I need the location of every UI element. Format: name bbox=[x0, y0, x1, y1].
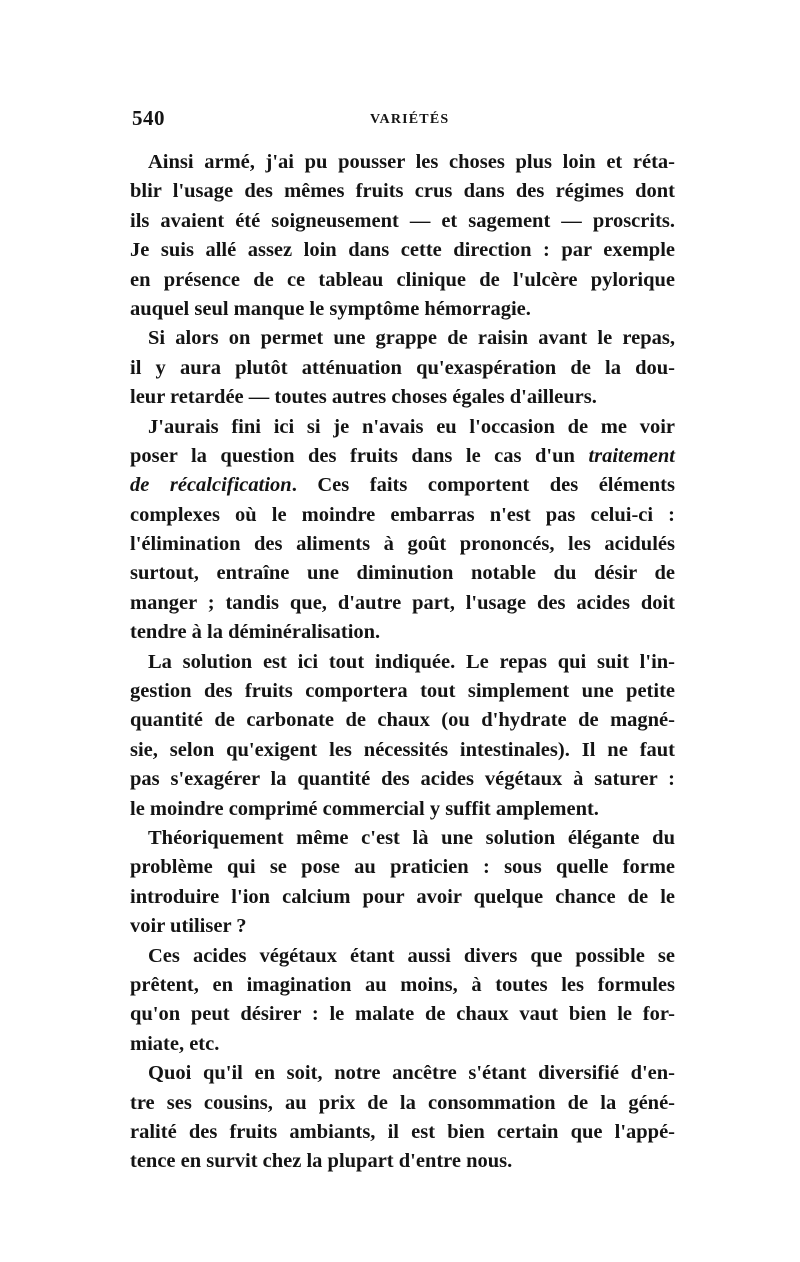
text-run: tre ses cousins, au prix de la consommation de la géné- bbox=[130, 1091, 675, 1114]
text-line bbox=[130, 853, 675, 882]
text-line bbox=[130, 736, 675, 765]
text-line bbox=[130, 765, 675, 794]
text-run: il y aura plutôt atténuation qu'exaspération de la dou- bbox=[130, 356, 675, 379]
text-run: le moindre comprimé commercial y suffit amplement. bbox=[130, 797, 599, 820]
text-line bbox=[130, 618, 675, 647]
text-line bbox=[130, 413, 675, 442]
text-run: Ainsi armé, j'ai pu pousser les choses plus loin et réta- bbox=[148, 151, 675, 173]
text-run: l'élimination des aliments à goût prononcés, les acidulés bbox=[130, 533, 675, 556]
text-run: introduire l'ion calcium pour avoir quelque chance de le bbox=[130, 885, 675, 908]
text-line bbox=[130, 530, 675, 559]
text-line bbox=[130, 501, 675, 530]
text-line bbox=[130, 824, 675, 853]
text-run: pas s'exagérer la quantité des acides végétaux à saturer : bbox=[130, 768, 675, 791]
text-line bbox=[130, 1000, 675, 1029]
text-run: . Ces faits comportent des éléments bbox=[291, 474, 675, 497]
text-run: tence en survit chez la plupart d'entre nous. bbox=[130, 1150, 513, 1173]
text-run: ils avaient été soigneusement — et sagement — proscrits. bbox=[130, 209, 675, 232]
text-line bbox=[130, 648, 675, 677]
text-line bbox=[130, 295, 675, 324]
text-run: prêtent, en imagination au moins, à toutes les formules bbox=[130, 973, 675, 996]
page-header bbox=[132, 106, 672, 136]
text-run: voir utiliser ? bbox=[130, 915, 247, 938]
text-line bbox=[130, 1030, 675, 1059]
text-run: Quoi qu'il en soit, notre ancêtre s'étant diversifié d'en- bbox=[148, 1062, 675, 1085]
text-run: tendre à la déminéralisation. bbox=[130, 621, 381, 644]
text-run: J'aurais fini ici si je n'avais eu l'occasion de me voir bbox=[148, 415, 675, 438]
text-run: complexes où le moindre embarras n'est pas celui-ci : bbox=[130, 503, 675, 526]
text-line bbox=[130, 795, 675, 824]
text-line bbox=[130, 589, 675, 618]
page-body-text bbox=[130, 148, 675, 1177]
text-line bbox=[130, 1059, 675, 1088]
text-line bbox=[130, 971, 675, 1000]
text-run: manger ; tandis que, d'autre part, l'usage des acides doit bbox=[130, 591, 675, 614]
page-number: 540 bbox=[132, 106, 165, 130]
text-run: qu'on peut désirer : le malate de chaux vaut bien le for- bbox=[130, 1003, 675, 1026]
text-run: leur retardée — toutes autres choses égales d'ailleurs. bbox=[130, 386, 597, 409]
text-line bbox=[130, 177, 675, 206]
text-line bbox=[130, 442, 675, 471]
text-run: auquel seul manque le symptôme hémorragie. bbox=[130, 297, 531, 320]
text-run: Ces acides végétaux étant aussi divers que possible se bbox=[148, 944, 675, 967]
text-run: sie, selon qu'exigent les nécessités intestinales). Il ne faut bbox=[130, 738, 675, 761]
text-line bbox=[130, 266, 675, 295]
text-run: gestion des fruits comportera tout simplement une petite bbox=[130, 680, 675, 703]
text-line bbox=[130, 706, 675, 735]
text-run: quantité de carbonate de chaux (ou d'hydrate de magné- bbox=[130, 709, 675, 732]
italic-run: de récalcification bbox=[130, 474, 292, 497]
text-run: miate, etc. bbox=[130, 1032, 220, 1055]
text-run: La solution est ici tout indiquée. Le repas qui suit l'in- bbox=[148, 650, 675, 673]
text-run: en présence de ce tableau clinique de l'ulcère pylorique bbox=[130, 268, 675, 291]
italic-run: traitement bbox=[588, 444, 675, 467]
text-line bbox=[130, 677, 675, 706]
text-line bbox=[130, 207, 675, 236]
text-line bbox=[130, 1089, 675, 1118]
text-run: poser la question des fruits dans le cas d'un bbox=[130, 444, 589, 467]
text-run: Si alors on permet une grappe de raisin avant le repas, bbox=[148, 327, 675, 350]
text-line bbox=[130, 1118, 675, 1147]
text-run: surtout, entraîne une diminution notable du désir de bbox=[130, 562, 675, 585]
text-run: blir l'usage des mêmes fruits crus dans des régimes dont bbox=[130, 180, 675, 203]
text-line bbox=[130, 1147, 675, 1176]
text-run: problème qui se pose au praticien : sous quelle forme bbox=[130, 856, 675, 879]
running-head: VARIÉTÉS bbox=[370, 112, 450, 127]
text-line bbox=[130, 883, 675, 912]
text-line bbox=[130, 383, 675, 412]
text-run: ralité des fruits ambiants, il est bien certain que l'appé- bbox=[130, 1120, 675, 1143]
text-line bbox=[130, 942, 675, 971]
text-line bbox=[130, 471, 675, 500]
text-line bbox=[130, 148, 675, 177]
text-line bbox=[130, 236, 675, 265]
text-line bbox=[130, 324, 675, 353]
text-line bbox=[130, 354, 675, 383]
text-line bbox=[130, 912, 675, 941]
text-run: Je suis allé assez loin dans cette direction : par exemple bbox=[130, 239, 675, 262]
text-line bbox=[130, 559, 675, 588]
text-run: Théoriquement même c'est là une solution élégante du bbox=[148, 826, 675, 849]
